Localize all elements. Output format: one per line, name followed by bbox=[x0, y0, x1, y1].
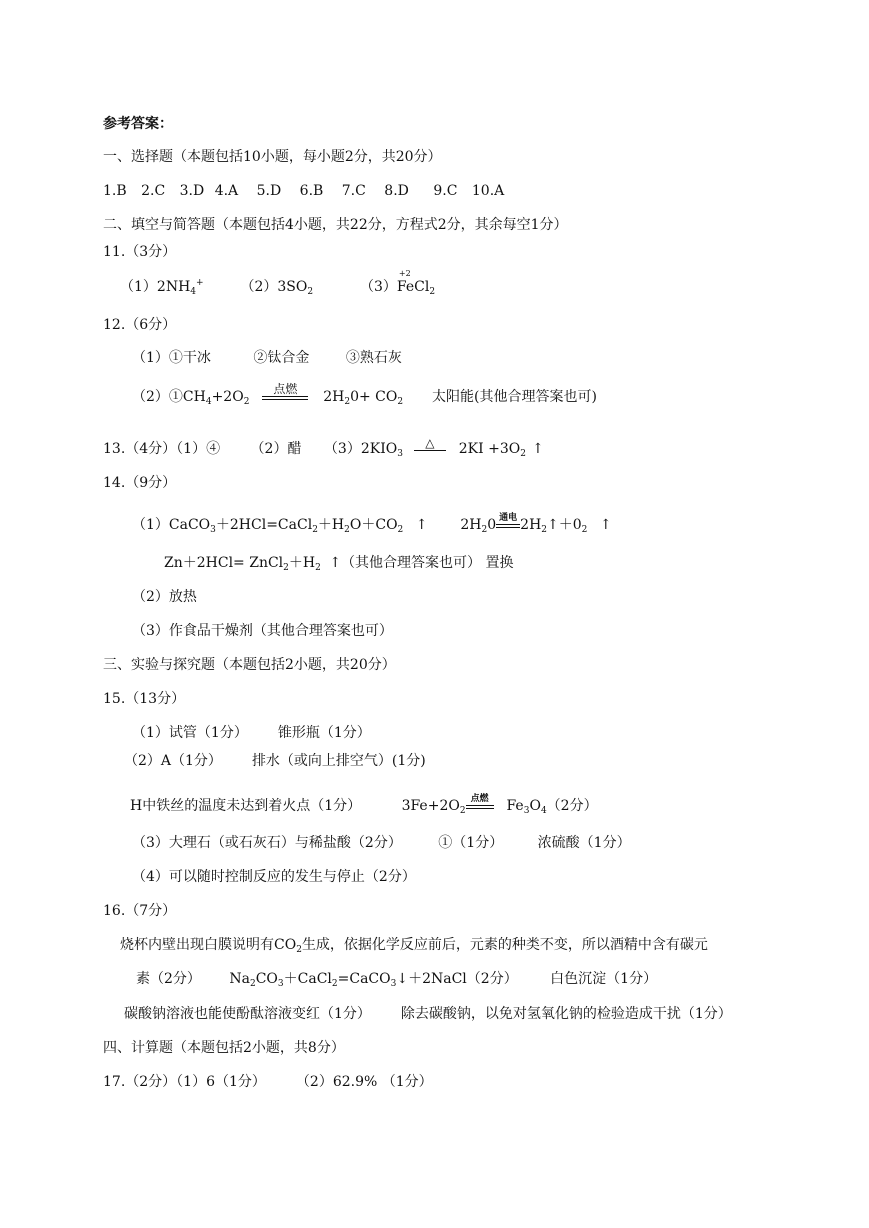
equation-text: Fe bbox=[506, 798, 524, 814]
q13-answer-1: 13.（4分）（1）④ bbox=[103, 441, 221, 457]
equals-bar bbox=[466, 805, 494, 809]
q17-answer-1: 17.（2分）（1）6（1分） bbox=[103, 1074, 266, 1090]
mc-answer: 3.D bbox=[179, 183, 205, 199]
equation-text: ＋H bbox=[288, 555, 316, 571]
condition-label: 点燃 bbox=[470, 793, 489, 804]
q11-answers bbox=[120, 269, 436, 297]
equation-text: =CaCO bbox=[337, 971, 391, 987]
subscript: 4 bbox=[540, 806, 547, 816]
q14-line-1 bbox=[132, 512, 612, 535]
q16-text: 白色沉淀（1分） bbox=[550, 971, 658, 987]
equation-text: ＋CaCl bbox=[283, 971, 332, 987]
subscript: 2 bbox=[429, 287, 436, 297]
q14-line-2 bbox=[164, 554, 514, 572]
q11-answer-2: （2）3SO bbox=[240, 279, 308, 295]
q15-answer: （3）大理石（或石灰石）与稀盐酸（2分） bbox=[132, 835, 402, 851]
reaction-condition bbox=[466, 794, 494, 809]
q15-answer: H中铁丝的温度未达到着火点（1分） bbox=[130, 798, 362, 814]
q15-line-1 bbox=[132, 724, 371, 742]
equation-text: CO bbox=[255, 971, 278, 987]
q15-answer: （1）试管（1分） bbox=[132, 725, 248, 741]
mc-answer: 9.C bbox=[433, 183, 458, 199]
subscript: 4 bbox=[190, 287, 197, 297]
subscript: 2 bbox=[344, 525, 350, 535]
heat-symbol: △ bbox=[425, 435, 435, 450]
q11-answer-3: （3） bbox=[360, 279, 397, 295]
mc-answer: 7.C bbox=[341, 183, 366, 199]
q14-part-2: （2）放热 bbox=[132, 589, 197, 605]
mc-answer: 10.A bbox=[471, 183, 505, 199]
q12-answer: （1）①干冰 bbox=[132, 350, 211, 366]
equation-text: 2H bbox=[323, 389, 345, 405]
subscript: 3 bbox=[210, 525, 216, 535]
mc-answer: 6.B bbox=[299, 183, 324, 199]
q17-line bbox=[103, 1073, 433, 1091]
gas-arrow: ↑ bbox=[415, 517, 428, 533]
valence-mark: +2 bbox=[398, 269, 411, 278]
q16-line-2 bbox=[136, 970, 657, 988]
equation-text: 2H bbox=[520, 517, 542, 533]
q16-line-1 bbox=[120, 936, 708, 954]
mc-answer: 8.D bbox=[384, 183, 409, 199]
q15-answer: 浓硫酸（1分） bbox=[537, 835, 631, 851]
section-1-title: 一、选择题（本题包括10小题，每小题2分，共20分） bbox=[103, 149, 442, 165]
condition-label: 点燃 bbox=[273, 382, 298, 396]
reaction-condition bbox=[496, 513, 520, 528]
q16-text: 烧杯内壁出现白膜说明有CO bbox=[120, 937, 297, 953]
q15-line-4 bbox=[132, 834, 631, 852]
q15-line-2 bbox=[124, 752, 426, 770]
equation-text: O bbox=[529, 798, 541, 814]
q12-heading: 12.（6分） bbox=[103, 317, 177, 333]
equation-text: 2KI +3O bbox=[458, 441, 521, 457]
condition-label: 通电 bbox=[499, 512, 518, 523]
equation-text: ↑＋0 bbox=[547, 517, 582, 533]
equation-text: 3Fe+2O bbox=[401, 798, 460, 814]
mc-answers bbox=[103, 182, 504, 200]
section-2-title: 二、填空与简答题（本题包括4小题，共22分，方程式2分，其余每空1分） bbox=[103, 217, 568, 233]
subscript: 2 bbox=[459, 806, 466, 816]
subscript: 4 bbox=[205, 397, 212, 407]
q15-line-5: （4）可以随时控制反应的发生与停止（2分） bbox=[132, 869, 416, 885]
reaction-condition bbox=[262, 382, 308, 400]
reaction-bar bbox=[414, 450, 446, 451]
q15-heading: 15.（13分） bbox=[103, 691, 186, 707]
answer-heading: 参考答案： bbox=[103, 116, 173, 132]
subscript: 2 bbox=[397, 525, 404, 535]
equation-text: 0+ CO bbox=[350, 389, 398, 405]
mc-answer: 2.C bbox=[141, 183, 166, 199]
q12-part-1 bbox=[132, 349, 402, 367]
q16-heading: 16.（7分） bbox=[103, 903, 177, 919]
q12-answer: ③熟石灰 bbox=[345, 350, 402, 366]
q16-text: 素（2分） bbox=[136, 971, 201, 987]
q14-part-3: （3）作食品干燥剂（其他合理答案也可） bbox=[132, 623, 393, 639]
equation-text: Na bbox=[229, 971, 250, 987]
q14-heading: 14.（9分） bbox=[103, 475, 177, 491]
subscript: 2 bbox=[243, 397, 250, 407]
mc-answer: 5.D bbox=[256, 183, 282, 199]
equation-text: ＋H bbox=[317, 517, 345, 533]
q13-line bbox=[103, 435, 544, 459]
q16-line-3 bbox=[124, 1005, 732, 1023]
subscript: 3 bbox=[523, 806, 530, 816]
subscript: 3 bbox=[277, 979, 284, 989]
subscript: 2 bbox=[331, 979, 338, 989]
equation-text: 0 bbox=[487, 517, 497, 533]
subscript: 2 bbox=[307, 287, 314, 297]
q15-answer: （2）A（1分） bbox=[124, 753, 222, 769]
equation-text: （2）①CH bbox=[132, 389, 206, 405]
equation-text: 2H bbox=[460, 517, 482, 533]
q14-note: ↑（其他合理答案也可） 置换 bbox=[329, 555, 514, 571]
q12-answer: ②钛合金 bbox=[253, 350, 310, 366]
section-3-title: 三、实验与探究题（本题包括2小题，共20分） bbox=[103, 657, 396, 673]
equation-text: O＋CO bbox=[349, 517, 398, 533]
subscript: 2 bbox=[315, 563, 321, 573]
q17-answer-2: （2）62.9% （1分） bbox=[295, 1074, 433, 1090]
equation-text: +2O bbox=[211, 389, 244, 405]
subscript: 3 bbox=[397, 449, 403, 459]
fecl-text: FeCl bbox=[396, 279, 430, 295]
section-4-title: 四、计算题（本题包括2小题，共8分） bbox=[103, 1040, 345, 1056]
subscript: 3 bbox=[390, 979, 397, 989]
subscript: 2 bbox=[344, 397, 351, 407]
q16-text: 碳酸钠溶液也能使酚酞溶液变红（1分） bbox=[124, 1006, 371, 1022]
subscript: 2 bbox=[541, 525, 548, 535]
gas-arrow: ↑ bbox=[599, 517, 612, 533]
q16-text: 生成，依据化学反应前后，元素的种类不变，所以酒精中含有碳元 bbox=[301, 937, 708, 953]
equation-text: ＋2HCl=CaCl bbox=[215, 517, 313, 533]
q13-answer-2: （2）醋 bbox=[250, 441, 302, 457]
q11-heading: 11.（3分） bbox=[103, 244, 177, 260]
subscript: 2 bbox=[520, 449, 526, 459]
equation-text: （3）2KIO bbox=[323, 441, 398, 457]
gas-arrow: ↑ bbox=[531, 441, 544, 457]
superscript: + bbox=[196, 278, 204, 288]
q11-answer-1: （1）2NH bbox=[120, 279, 191, 295]
equation-text: ↓＋2NaCl（2分） bbox=[396, 971, 518, 987]
fecl2-formula bbox=[396, 269, 430, 296]
q12-note: 太阳能(其他合理答案也可) bbox=[432, 389, 597, 405]
q16-text: 除去碳酸钠，以免对氢氧化钠的检验造成干扰（1分） bbox=[400, 1006, 732, 1022]
equation-text: Zn＋2HCl= ZnCl bbox=[164, 555, 284, 571]
subscript: 2 bbox=[397, 397, 404, 407]
q15-score: （2分） bbox=[546, 798, 598, 814]
subscript: 2 bbox=[312, 525, 318, 535]
subscript: 2 bbox=[296, 945, 302, 955]
subscript: 2 bbox=[481, 525, 488, 535]
mc-answer: 1.B bbox=[103, 183, 127, 199]
q12-part-2 bbox=[132, 382, 597, 407]
equals-bar bbox=[262, 396, 308, 400]
q15-answer: ①（1分） bbox=[438, 835, 504, 851]
q15-answer: 排水（或向上排空气）(1分) bbox=[251, 753, 426, 769]
q15-line-3 bbox=[130, 793, 598, 816]
q15-answer: 锥形瓶（1分） bbox=[277, 725, 371, 741]
reaction-condition bbox=[414, 436, 446, 451]
equation-text: （1）CaCO bbox=[132, 517, 211, 533]
mc-answer: 4.A bbox=[214, 183, 239, 199]
equals-bar bbox=[496, 524, 520, 528]
subscript: 2 bbox=[283, 563, 289, 573]
subscript: 2 bbox=[249, 979, 256, 989]
subscript: 2 bbox=[581, 525, 588, 535]
